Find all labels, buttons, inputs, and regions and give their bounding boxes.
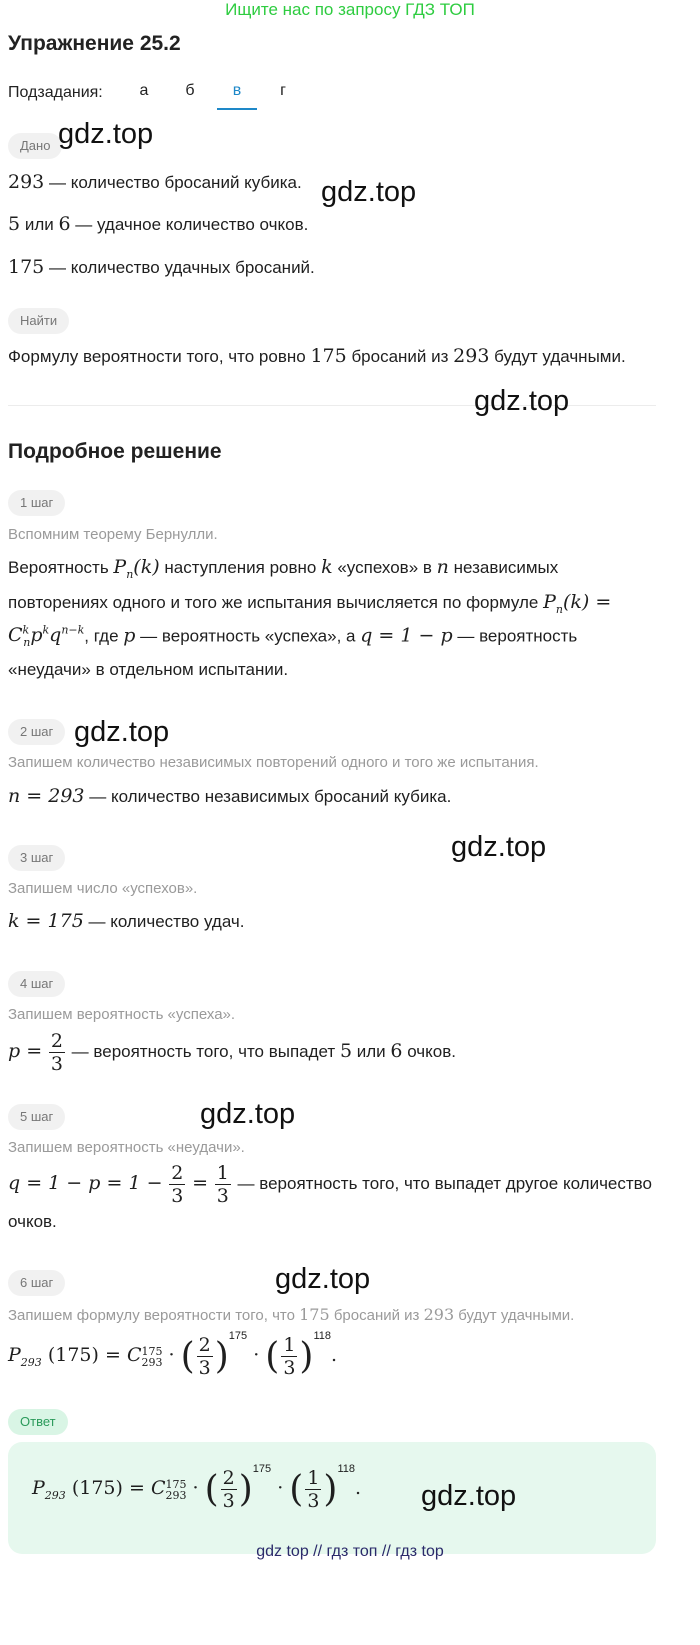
step-4-line [8, 1030, 456, 1075]
step-text: повторениях одного и того же испытания вычисляется по формуле [8, 593, 544, 612]
given-text: или [20, 215, 59, 234]
find-text [8, 345, 626, 367]
footer-separator: // [313, 1543, 323, 1560]
formula: k [321, 556, 333, 578]
step-1-line-4: «неудачи» в отдельном испытании. [8, 660, 289, 679]
fraction: $\frac{2}{3}$ [50, 1030, 63, 1075]
top-banner[interactable]: Ищите нас по запросу ГДЗ ТОП [225, 0, 475, 19]
answer-formula: $P_{293}$ (175) = C 175 293 · ( $\frac{2}{3}$ )$^{175}$ · ( $\frac{1}{3}$ )$^{118}$. [32, 1463, 362, 1513]
step-text: наступления ровно [159, 558, 322, 577]
given-text: — количество бросаний кубика. [44, 173, 302, 192]
step-text: — количество удач. [83, 912, 245, 931]
given-number: 293 [8, 171, 45, 193]
formula: n [436, 556, 449, 578]
fraction: $\frac{2}{3}$ [198, 1334, 211, 1380]
formula: q = 1 − p = 1 − [8, 1171, 163, 1194]
step-text: или [352, 1041, 391, 1061]
step-text: — вероятность «успеха», а [135, 626, 361, 646]
footer-separator: // [381, 1543, 391, 1560]
formula: $P_n(k)$ = [543, 591, 612, 616]
watermark: gdz.top [58, 118, 154, 150]
step-text: — количество независимых бросаний кубика. [84, 787, 452, 806]
watermark: gdz.top [421, 1480, 517, 1512]
step-1-chip: 1 шаг [8, 490, 65, 516]
given-number: 6 [58, 213, 71, 235]
given-chip: Дано [8, 133, 62, 159]
formula: q = 1 − p [360, 624, 453, 647]
solution-heading: Подробное решение [8, 440, 222, 463]
formula: $C^k_np^kq^{n-k}$ [8, 624, 85, 650]
step-text: независимых [448, 558, 559, 577]
find-number: 175 [310, 345, 347, 367]
step-number: 5 [339, 1039, 353, 1062]
formula: $P_n(k)$ [113, 556, 160, 581]
find-number: 293 [453, 345, 490, 367]
tab-a[interactable]: а [139, 82, 149, 99]
given-line-1 [8, 171, 302, 193]
step-1-line-3 [8, 624, 577, 649]
watermark: gdz.top [74, 716, 170, 748]
watermark: gdz.top [451, 831, 547, 863]
subtasks-label: Подзадания: [8, 84, 103, 101]
fraction: $\frac{1}{3}$ [307, 1467, 320, 1513]
step-5-line: q = 1 − p = 1 − $\frac{2}{3}$ = $\frac{1}{3}$ — вероятность того, что выпадет другое количество [8, 1162, 652, 1207]
fraction: $\frac{1}{3}$ [216, 1162, 229, 1207]
given-text: — количество удачных бросаний. [44, 258, 315, 277]
step-3-hint: Запишем число «успехов». [8, 880, 198, 897]
step-2-hint: Запишем количество независимых повторений одного и того же испытания. [8, 754, 539, 771]
watermark: gdz.top [474, 385, 570, 417]
step-text: очков. [402, 1041, 456, 1061]
step-6-formula: $P_{293}$ (175) = C 175 293 · ( $\frac{2}{3}$ )$^{175}$ · ( $\frac{1}{3}$ )$^{118}$. [8, 1330, 338, 1380]
step-5-hint: Запишем вероятность «неудачи». [8, 1139, 245, 1156]
watermark: gdz.top [200, 1098, 296, 1130]
given-number: 5 [8, 213, 21, 235]
fraction: $\frac{2}{3}$ [171, 1162, 184, 1207]
footer-links [0, 1543, 700, 1561]
step-5-chip: 5 шаг [8, 1104, 65, 1130]
step-5-line-2: очков. [8, 1212, 57, 1231]
step-text: — вероятность [452, 626, 578, 646]
fraction: $\frac{2}{3}$ [222, 1467, 235, 1513]
find-text-part: бросаний из [346, 347, 454, 366]
step-1-line-2 [8, 591, 611, 616]
step-4-chip: 4 шаг [8, 971, 65, 997]
find-chip: Найти [8, 308, 69, 334]
page-title: Упражнение 25.2 [8, 32, 181, 55]
tab-b[interactable]: б [185, 82, 195, 99]
step-text: , где [84, 626, 124, 646]
step-1-hint: Вспомним теорему Бернулли. [8, 526, 218, 543]
given-text: — удачное количество очков. [70, 215, 309, 234]
step-4-hint: Запишем вероятность «успеха». [8, 1006, 236, 1023]
formula: p = [8, 1039, 43, 1062]
step-2-chip: 2 шаг [8, 719, 65, 745]
step-text: — вероятность того, что выпадет [66, 1041, 340, 1061]
step-6-chip: 6 шаг [8, 1270, 65, 1296]
watermark: gdz.top [275, 1263, 371, 1295]
given-line-3 [8, 256, 315, 278]
step-1-line-1 [8, 556, 558, 581]
step-text: «успехов» в [332, 558, 437, 577]
fraction: $\frac{1}{3}$ [283, 1334, 296, 1380]
formula: k = 175 [8, 910, 84, 932]
footer-link-2[interactable]: гдз топ [326, 1543, 378, 1560]
watermark: gdz.top [321, 176, 417, 208]
step-text: — вероятность того, что выпадет другое количество [232, 1173, 652, 1193]
footer-link-1[interactable]: gdz top [256, 1543, 309, 1560]
tab-g[interactable]: г [280, 82, 286, 99]
step-3-chip: 3 шаг [8, 845, 65, 871]
step-3-line [8, 910, 244, 932]
formula: p [123, 624, 136, 647]
find-text-part: Формулу вероятности того, что ровно [8, 347, 311, 366]
step-number: 6 [390, 1039, 403, 1062]
given-line-2 [8, 213, 308, 235]
step-2-line [8, 785, 451, 807]
answer-chip: Ответ [8, 1409, 68, 1435]
step-text: Вероятность [8, 558, 114, 577]
footer-link-3[interactable]: гдз top [395, 1543, 444, 1560]
step-6-hint: Запишем формулу вероятности того, что 175 бросаний из 293 будут удачными. [8, 1305, 575, 1324]
formula: n = 293 [8, 785, 85, 807]
tab-v[interactable]: в [217, 82, 257, 110]
find-text-part: будут удачными. [489, 347, 626, 366]
given-number: 175 [8, 256, 45, 278]
